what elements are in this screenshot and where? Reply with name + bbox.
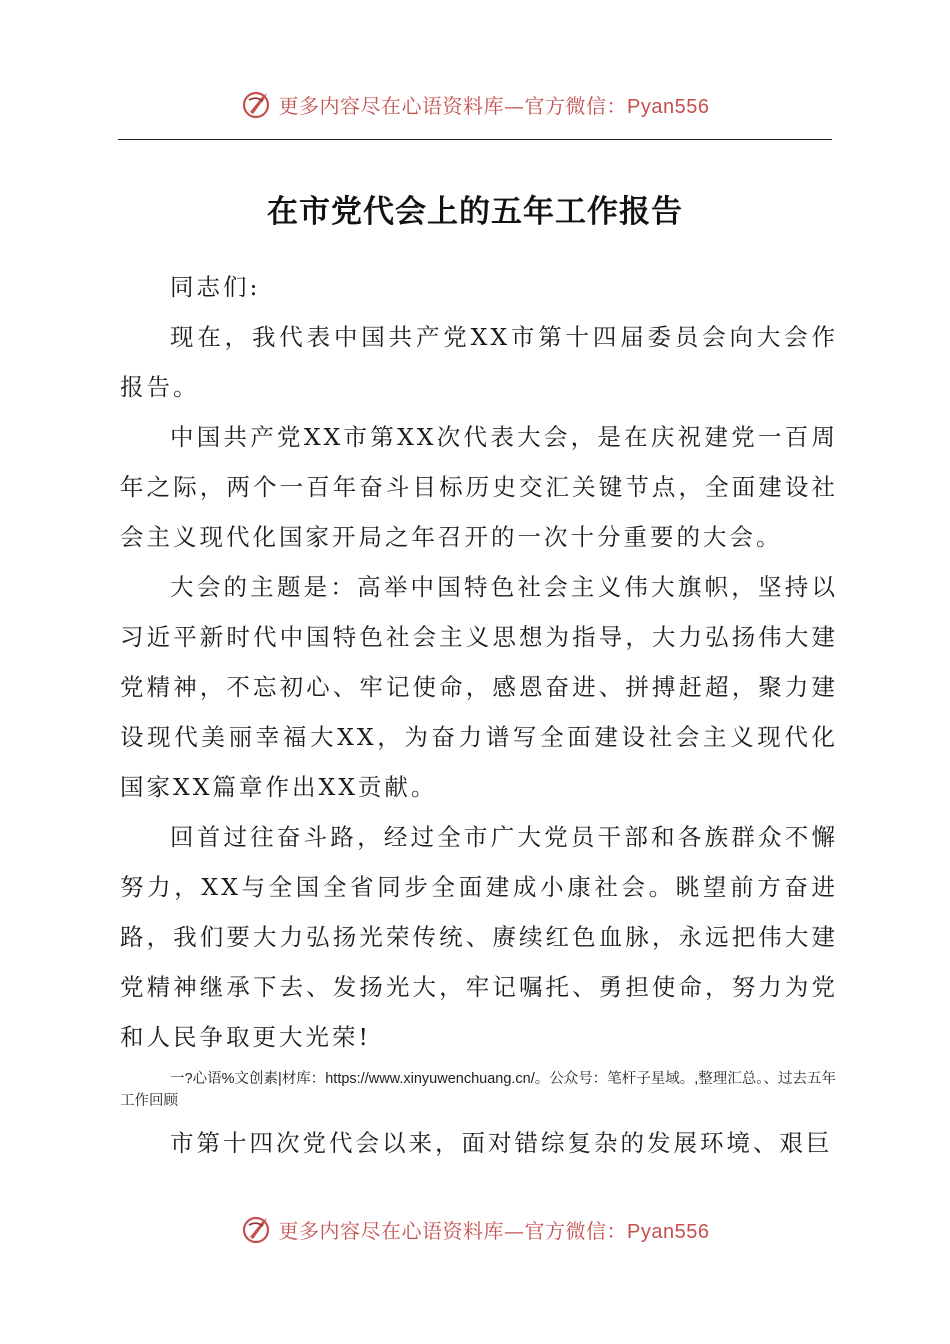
document-body bbox=[120, 262, 838, 1168]
paragraph: 市第十四次党代会以来，面对错综复杂的发展环境、艰巨 bbox=[170, 1129, 833, 1157]
paragraph: 中国共产党XX市第XX次代表大会，是在庆祝建党一百周年之际，两个一百年奋斗目标历史交汇关键节点，全面建设社会主义现代化国家开局之年召开的一次十分重要的大会。 bbox=[120, 423, 838, 551]
header-watermark-text: 更多内容尽在心语资料库—官方微信：Pyan556 bbox=[278, 93, 710, 118]
paragraph: 回首过往奋斗路，经过全市广大党员干部和各族群众不懈努力，XX与全国全省同步全面建成小康社会。眺望前方奋进路，我们要大力弘扬光荣传统、赓续红色血脉，永远把伟大建党精神继承下去、发扬光大，牢记嘱托、勇担使命，努力为党和人民争取更大光荣! bbox=[120, 823, 838, 1051]
header-divider bbox=[118, 139, 832, 140]
source-note: 一?心语%文创素|材库：https://www.xinyuwenchuang.cn/。公众号：笔杆子星域。,整理汇总。、过去五年工作回顾 bbox=[120, 1071, 837, 1109]
pen-nib-circle-icon bbox=[241, 87, 275, 121]
header-watermark bbox=[0, 84, 950, 124]
salutation: 同志们: bbox=[170, 273, 261, 301]
paragraph: 大会的主题是：高举中国特色社会主义伟大旗帜，坚持以习近平新时代中国特色社会主义思想为指导，大力弘扬伟大建党精神，不忘初心、牢记使命，感恩奋进、拼搏赶超，聚力建设现代美丽幸福大XX，为奋力谱写全面建设社会主义现代化国家XX篇章作出XX贡献。 bbox=[120, 573, 838, 801]
paragraph: 现在，我代表中国共产党XX市第十四届委员会向大会作报告。 bbox=[120, 323, 838, 401]
pen-nib-circle-icon bbox=[241, 1212, 275, 1246]
document-title: 在市党代会上的五年工作报告 bbox=[267, 194, 683, 230]
footer-watermark-text: 更多内容尽在心语资料库—官方微信：Pyan556 bbox=[278, 1218, 710, 1243]
footer-watermark bbox=[0, 1209, 950, 1249]
